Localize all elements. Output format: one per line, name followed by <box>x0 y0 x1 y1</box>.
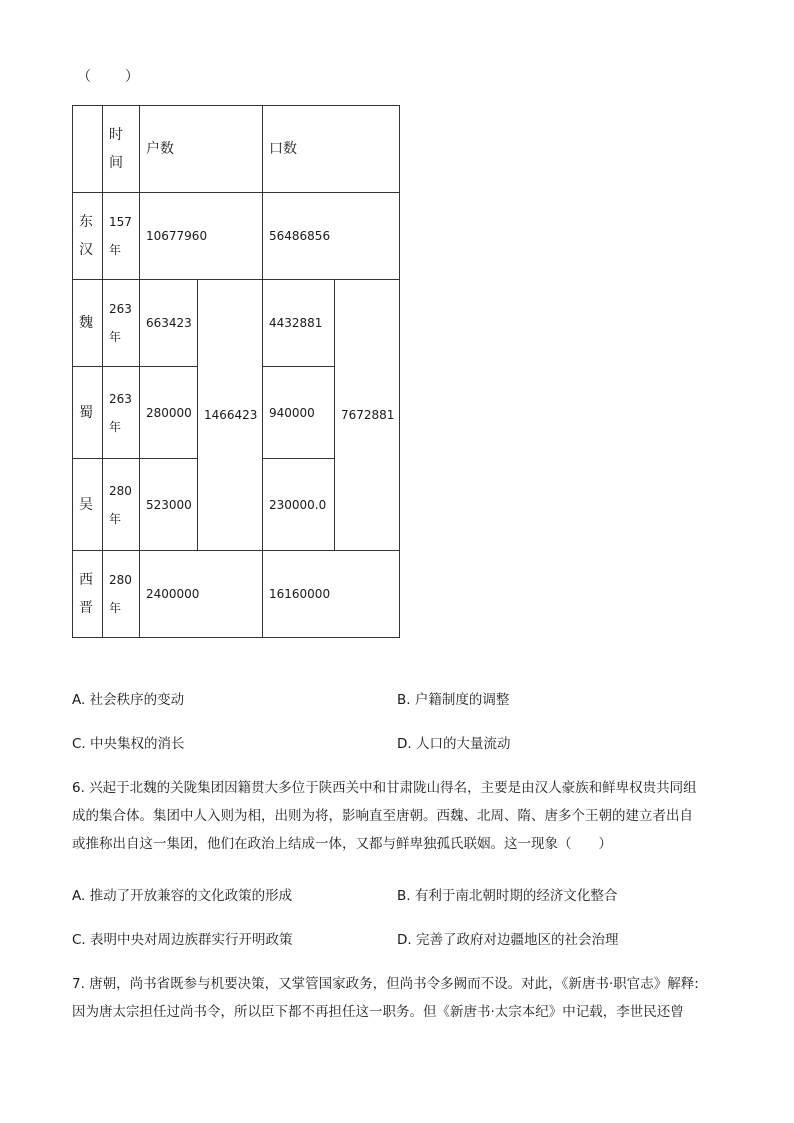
q6-option-d[interactable]: D. 完善了政府对边疆地区的社会治理 <box>397 932 619 948</box>
population-cell: 56486856 <box>263 193 400 280</box>
region-cell: 魏 <box>73 280 103 367</box>
question-bracket: （ ） <box>77 69 141 85</box>
year-cell: 280 年 <box>103 551 140 638</box>
q6-line: 6. 兴起于北魏的关陇集团因籍贯大多位于陕西关中和甘肃陇山得名，主要是由汉人豪族和鲜卑权贵共同组 <box>72 780 697 796</box>
table-row <box>73 193 400 280</box>
q6-option-c[interactable]: C. 表明中央对周边族群实行开明政策 <box>72 932 293 948</box>
region-cell: 蜀 <box>73 367 103 459</box>
q6-option-a[interactable]: A. 推动了开放兼容的文化政策的形成 <box>72 888 293 904</box>
table-row <box>73 551 400 638</box>
q6-stem <box>72 774 724 858</box>
year-cell: 280 年 <box>103 459 140 551</box>
population-cell: 4432881 <box>263 280 335 367</box>
q7-line: 因为唐太宗担任过尚书令，所以臣下都不再担任这一职务。但《新唐书·太宗本纪》中记载，李世民还曾 <box>72 1004 684 1020</box>
three-kingdoms-population-total: 7672881 <box>335 280 400 551</box>
table-header-row <box>73 106 400 193</box>
q5-option-d[interactable]: D. 人口的大量流动 <box>397 736 511 752</box>
q5-option-b[interactable]: B. 户籍制度的调整 <box>397 692 510 708</box>
population-table <box>72 105 400 638</box>
population-cell: 230000.0 <box>263 459 335 551</box>
households-cell: 663423 <box>140 280 198 367</box>
three-kingdoms-households-total: 1466423 <box>198 280 263 551</box>
q5-option-a[interactable]: A. 社会秩序的变动 <box>72 692 185 708</box>
year-cell: 263 年 <box>103 367 140 459</box>
population-cell: 940000 <box>263 367 335 459</box>
population-cell: 16160000 <box>263 551 400 638</box>
q6-line: 或推称出自这一集团，他们在政治上结成一体，又都与鲜卑独孤氏联姻。这一现象（ ） <box>72 836 612 852</box>
q7-line: 7. 唐朝，尚书省既参与机要决策，又掌管国家政务，但尚书令多阙而不设。对此，《新唐书·职官志》解释: <box>72 976 699 992</box>
households-cell: 280000 <box>140 367 198 459</box>
q6-line: 成的集合体。集团中人入则为相，出则为将，影响直至唐朝。西魏、北周、隋、唐多个王朝的建立者出自 <box>72 808 693 824</box>
q7-stem <box>72 970 724 1026</box>
households-cell: 10677960 <box>140 193 263 280</box>
q6-option-b[interactable]: B. 有利于南北朝时期的经济文化整合 <box>397 888 618 904</box>
households-cell: 523000 <box>140 459 198 551</box>
header-blank-cell <box>73 106 103 193</box>
header-population: 口数 <box>263 106 400 193</box>
region-cell: 吴 <box>73 459 103 551</box>
q5-option-c[interactable]: C. 中央集权的消长 <box>72 736 185 752</box>
households-cell: 2400000 <box>140 551 263 638</box>
table-row <box>73 280 400 367</box>
region-cell: 西 晋 <box>73 551 103 638</box>
year-cell: 157 年 <box>103 193 140 280</box>
region-cell: 东 汉 <box>73 193 103 280</box>
header-time: 时 间 <box>103 106 140 193</box>
year-cell: 263 年 <box>103 280 140 367</box>
header-households: 户数 <box>140 106 263 193</box>
